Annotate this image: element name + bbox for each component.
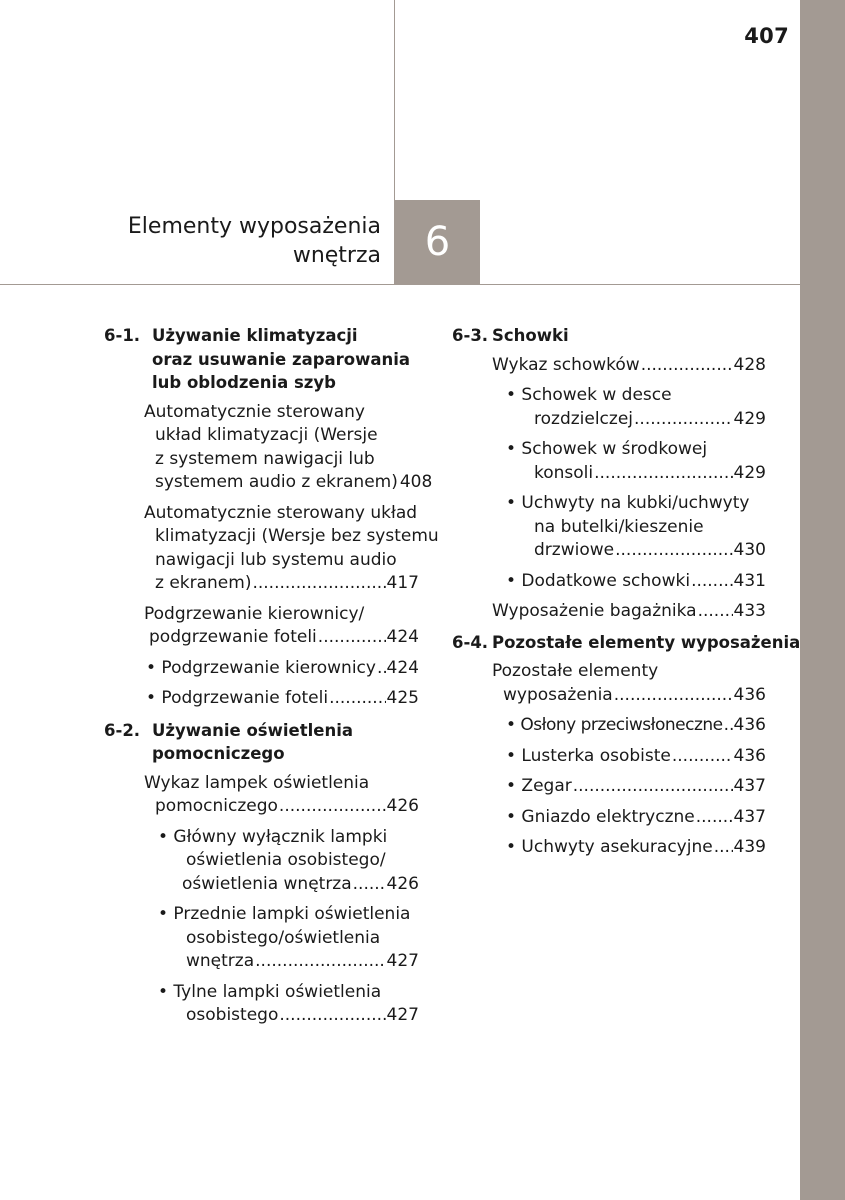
page-number: 407 bbox=[744, 24, 789, 48]
toc-bullet-entry[interactable] bbox=[506, 714, 766, 738]
entry-text: • Lusterka osobiste bbox=[506, 745, 671, 766]
entry-text: • Osłony przeciwsłoneczne bbox=[506, 715, 723, 735]
page-ref: 430 bbox=[733, 540, 766, 560]
section-number: 6-2. bbox=[104, 720, 141, 740]
page-ref: 428 bbox=[733, 354, 766, 375]
dot-leader bbox=[698, 600, 733, 624]
entry-text: rozdzielczej bbox=[534, 408, 634, 429]
dot-leader bbox=[573, 775, 733, 799]
entry-text: na butelki/kieszenie bbox=[534, 516, 704, 537]
entry-text: • Schowek w desce bbox=[506, 385, 672, 405]
page-ref: 408 bbox=[399, 472, 433, 492]
section-title: Pozostałe elementy wyposażenia bbox=[492, 632, 801, 652]
toc-entry[interactable] bbox=[492, 600, 766, 624]
page-ref: 417 bbox=[386, 573, 419, 593]
toc-right-column bbox=[452, 324, 801, 867]
header-horizontal-rule bbox=[0, 284, 800, 285]
section-number: 6-4. bbox=[452, 632, 489, 652]
section-heading[interactable] bbox=[452, 631, 801, 655]
toc-bullet-entry[interactable] bbox=[506, 806, 766, 830]
dot-leader bbox=[615, 539, 732, 563]
entry-text: • Uchwyty na kubki/uchwyty bbox=[506, 493, 750, 513]
dot-leader bbox=[594, 462, 732, 486]
entry-text: • Gniazdo elektryczne bbox=[506, 806, 695, 827]
toc-bullet-entry[interactable] bbox=[146, 657, 419, 681]
entry-text: Podgrzewanie kierownicy/ bbox=[144, 603, 365, 624]
entry-text: wnętrza bbox=[186, 951, 255, 971]
toc-bullet-entry[interactable] bbox=[506, 492, 766, 563]
page-ref: 437 bbox=[733, 806, 766, 827]
entry-text: • Tylne lampki oświetlenia bbox=[158, 981, 382, 1002]
entry-text: Automatycznie sterowany układ bbox=[144, 502, 418, 523]
dot-leader bbox=[255, 950, 385, 974]
page-ref: 426 bbox=[386, 796, 419, 816]
page-ref: 429 bbox=[733, 462, 766, 483]
toc-entry[interactable] bbox=[144, 401, 433, 495]
entry-text: osobistego bbox=[186, 1005, 279, 1025]
entry-text: • Przednie lampki oświetlenia bbox=[158, 904, 411, 924]
dot-leader bbox=[672, 745, 733, 769]
entry-text: z systemem nawigacji lub bbox=[155, 448, 375, 469]
entry-text: systemem audio z ekranem) bbox=[155, 472, 398, 492]
toc-entry[interactable] bbox=[492, 354, 766, 378]
dot-leader bbox=[714, 836, 733, 860]
entry-text: • Główny wyłącznik lampki bbox=[158, 826, 388, 847]
chapter-title bbox=[128, 212, 381, 270]
section-number: 6-3. bbox=[452, 326, 489, 345]
dot-leader bbox=[724, 714, 733, 738]
entry-text: oświetlenia osobistego/ bbox=[186, 850, 386, 870]
toc-bullet-entry[interactable] bbox=[158, 903, 419, 974]
entry-text: z ekranem) bbox=[155, 573, 252, 593]
entry-text: oświetlenia wnętrza bbox=[182, 873, 352, 894]
toc-entry[interactable] bbox=[492, 660, 766, 707]
toc-bullet-entry[interactable] bbox=[506, 775, 766, 799]
dot-leader bbox=[353, 873, 386, 897]
chapter-title-line: wnętrza bbox=[292, 243, 381, 268]
dot-leader bbox=[614, 684, 733, 708]
page-ref: 424 bbox=[386, 657, 419, 678]
entry-text: konsoli bbox=[534, 462, 594, 483]
page-ref: 426 bbox=[386, 873, 419, 894]
toc-entry[interactable] bbox=[144, 502, 439, 596]
page-ref: 436 bbox=[733, 684, 766, 705]
chapter-number-box bbox=[395, 200, 480, 284]
dot-leader bbox=[641, 354, 733, 378]
entry-text: wyposażenia bbox=[503, 684, 613, 705]
toc-entry[interactable] bbox=[144, 772, 419, 819]
entry-text: pomocniczego bbox=[155, 796, 278, 816]
toc-entry[interactable] bbox=[144, 603, 419, 650]
page-ref: 436 bbox=[733, 715, 766, 735]
entry-text: osobistego/oświetlenia bbox=[186, 927, 381, 948]
entry-text: Wykaz schowków bbox=[492, 354, 640, 375]
page-ref: 429 bbox=[733, 408, 766, 429]
section-title-line: Używanie klimatyzacji bbox=[152, 326, 358, 345]
dot-leader bbox=[318, 626, 386, 650]
page-ref: 439 bbox=[733, 837, 766, 857]
page-ref: 424 bbox=[386, 627, 419, 647]
toc-bullet-entry[interactable] bbox=[158, 826, 419, 897]
toc-bullet-entry[interactable] bbox=[158, 981, 419, 1028]
section-title bbox=[152, 324, 419, 395]
entry-text: • Uchwyty asekuracyjne bbox=[506, 837, 713, 857]
entry-text: • Zegar bbox=[506, 776, 572, 796]
page-ref: 433 bbox=[733, 601, 766, 621]
entry-text: układ klimatyzacji (Wersje bbox=[155, 425, 378, 445]
dot-leader bbox=[691, 570, 732, 594]
dot-leader bbox=[696, 806, 733, 830]
chapter-title-line: Elementy wyposażenia bbox=[127, 214, 381, 239]
entry-text: nawigacji lub systemu audio bbox=[155, 549, 397, 570]
toc-bullet-entry[interactable] bbox=[506, 384, 766, 431]
section-title bbox=[152, 719, 419, 766]
toc-bullet-entry[interactable] bbox=[506, 570, 766, 594]
section-title-line: lub oblodzenia szyb bbox=[152, 373, 336, 392]
toc-bullet-entry[interactable] bbox=[146, 687, 419, 711]
page-ref: 427 bbox=[386, 1005, 419, 1025]
section-heading[interactable] bbox=[104, 719, 419, 766]
entry-text: • Podgrzewanie kierownicy bbox=[146, 657, 376, 678]
side-tab-bar bbox=[800, 0, 845, 1200]
entry-text: Wyposażenie bagażnika bbox=[492, 601, 697, 621]
toc-bullet-entry[interactable] bbox=[506, 745, 766, 769]
page-ref: 431 bbox=[733, 570, 766, 591]
entry-text: • Schowek w środkowej bbox=[506, 439, 708, 459]
dot-leader bbox=[279, 1004, 385, 1028]
page-ref: 437 bbox=[733, 776, 766, 796]
entry-text: • Podgrzewanie foteli bbox=[146, 688, 329, 708]
dot-leader bbox=[252, 572, 385, 596]
dot-leader bbox=[634, 408, 733, 432]
section-title-line: pomocniczego bbox=[152, 744, 285, 763]
entry-text: drzwiowe bbox=[534, 540, 615, 560]
section-title: Schowki bbox=[492, 326, 569, 345]
chapter-number: 6 bbox=[424, 219, 451, 265]
page-ref: 436 bbox=[733, 745, 766, 766]
dot-leader bbox=[329, 687, 385, 711]
toc-bullet-entry[interactable] bbox=[506, 836, 766, 860]
section-number: 6-1. bbox=[104, 326, 141, 345]
entry-text: Pozostałe elementy bbox=[492, 661, 659, 681]
entry-text: Automatycznie sterowany bbox=[144, 401, 365, 422]
dot-leader bbox=[279, 795, 386, 819]
entry-text: klimatyzacji (Wersje bez systemu bbox=[155, 526, 439, 546]
page-ref: 425 bbox=[386, 688, 419, 708]
entry-text: podgrzewanie foteli bbox=[149, 627, 317, 647]
section-heading[interactable] bbox=[452, 324, 766, 348]
page-ref: 427 bbox=[386, 951, 419, 971]
toc-left-column bbox=[104, 324, 439, 1035]
section-heading[interactable] bbox=[104, 324, 419, 395]
dot-leader bbox=[377, 657, 386, 681]
entry-text: Wykaz lampek oświetlenia bbox=[144, 772, 370, 793]
entry-text: • Dodatkowe schowki bbox=[506, 570, 691, 591]
section-title-line: Używanie oświetlenia bbox=[152, 720, 353, 740]
section-title-line: oraz usuwanie zaparowania bbox=[152, 349, 411, 369]
toc-bullet-entry[interactable] bbox=[506, 438, 766, 485]
